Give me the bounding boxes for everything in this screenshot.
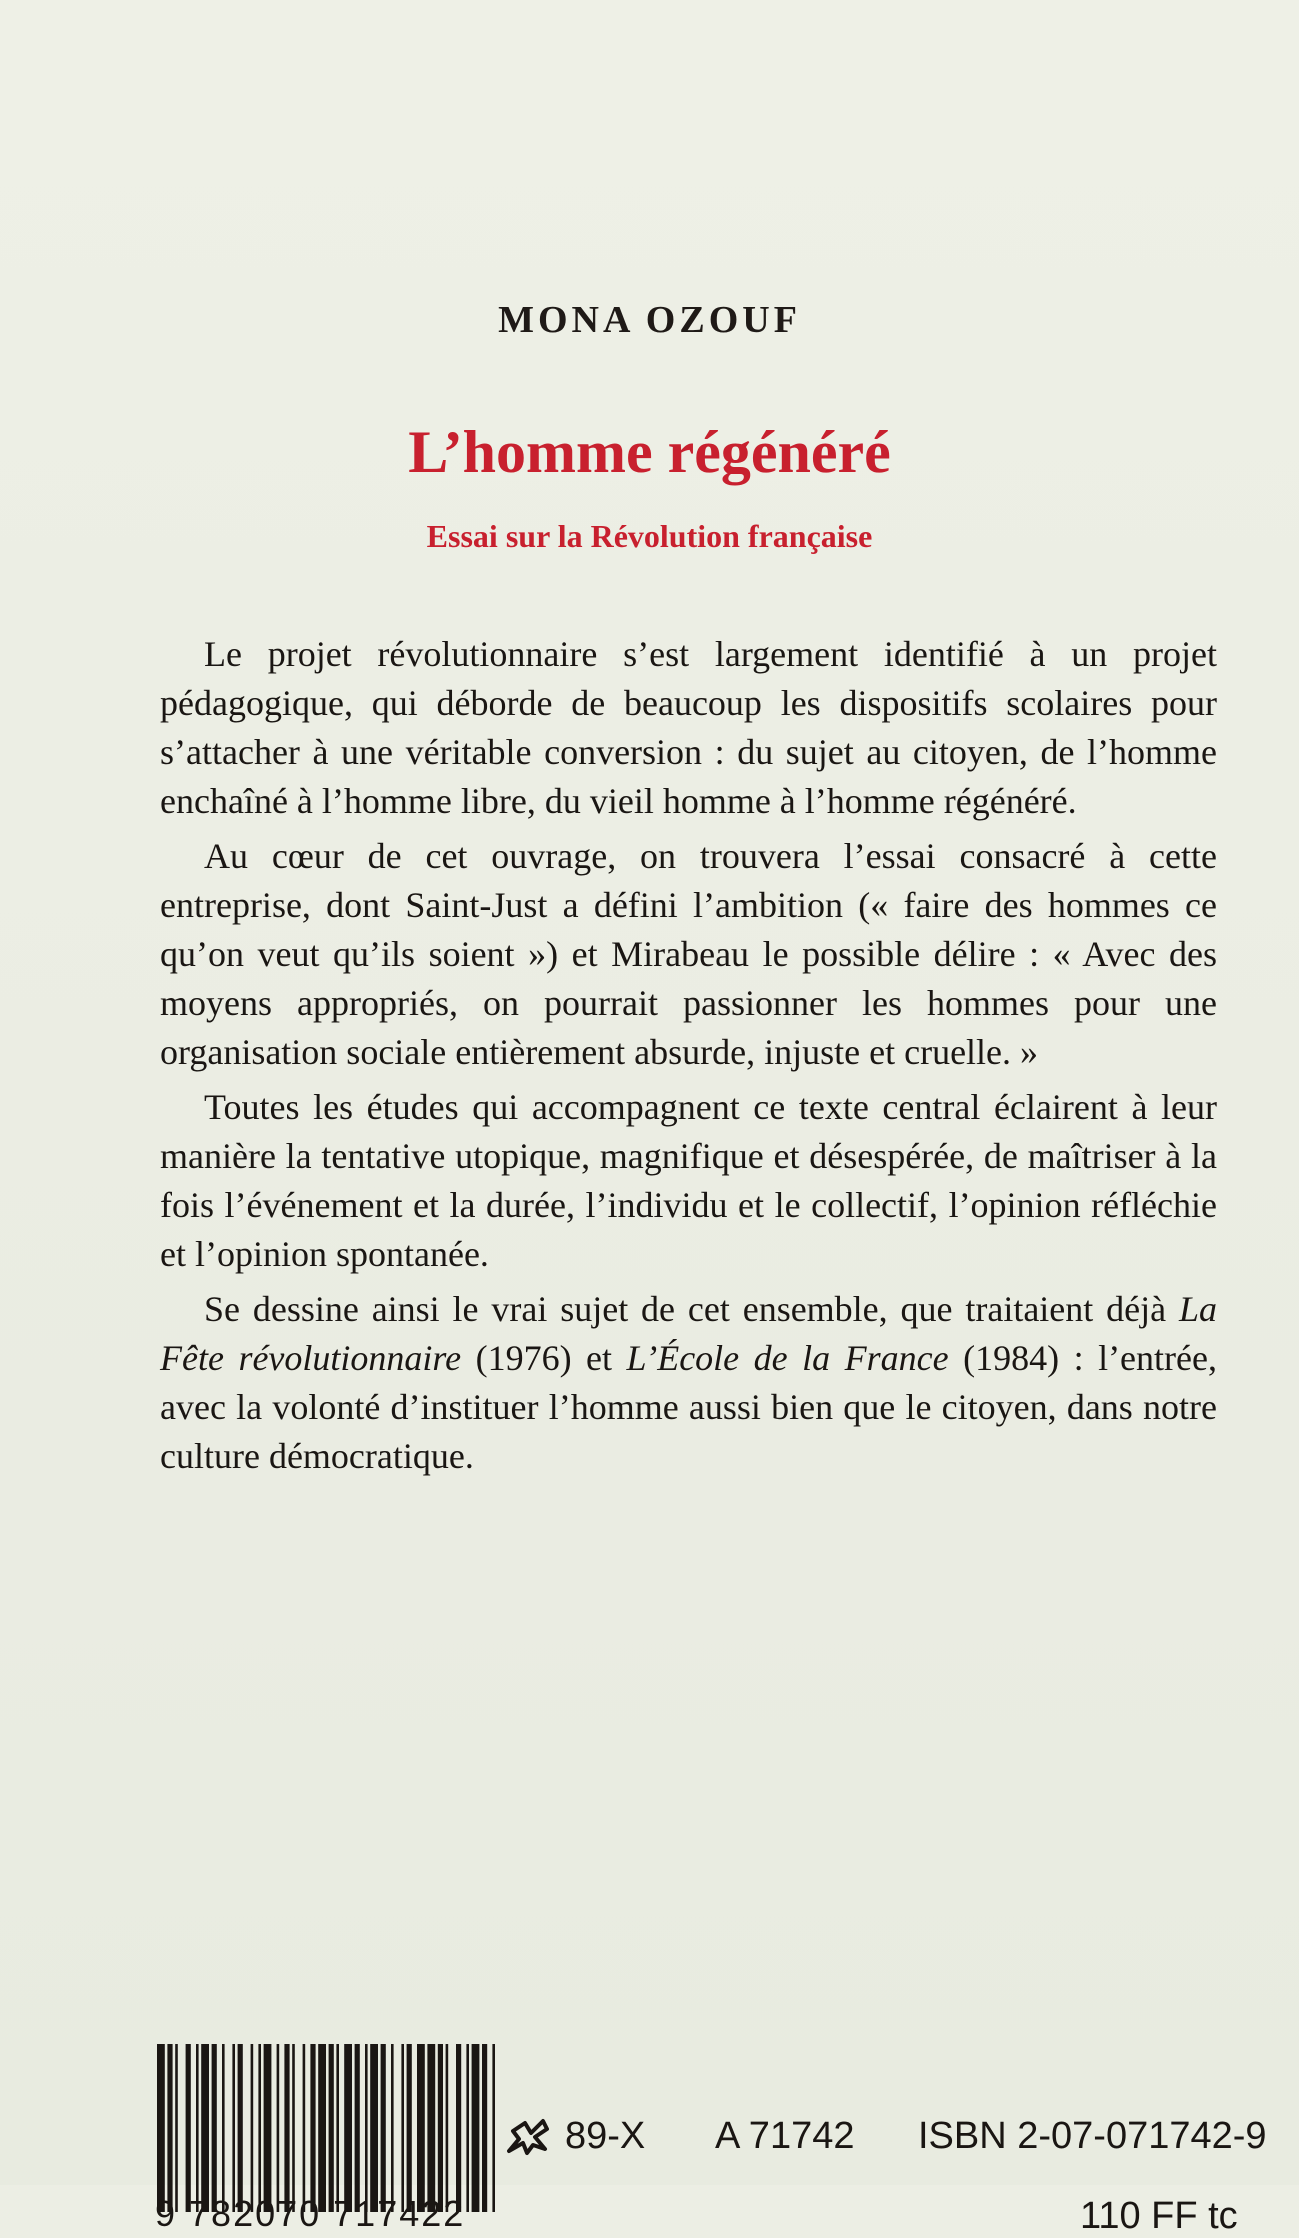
paragraph-4-end: (1984) : l’entrée, avec la volonté d’instituer l’homme aussi bien que le citoyen, dans notre culture démocratique. <box>160 1338 1217 1476</box>
barcode-bar <box>472 2044 480 2212</box>
book-subtitle: Essai sur la Révolution française <box>426 518 873 554</box>
barcode-bar <box>492 2044 495 2212</box>
barcode-bar <box>303 2044 306 2212</box>
barcode-bar <box>284 2044 289 2212</box>
barcode-bar <box>292 2044 295 2212</box>
barcode-bar <box>167 2044 172 2212</box>
barcode-bar <box>401 2044 404 2212</box>
paragraph-4-mid: (1976) et <box>461 1338 627 1378</box>
barcode-bar <box>186 2044 191 2212</box>
barcode-bar <box>238 2044 243 2212</box>
blurb-paragraph-4 <box>160 1285 1217 1481</box>
barcode-bar <box>264 2044 272 2212</box>
barcode-bars <box>155 2044 506 2212</box>
barcode-bar <box>427 2044 435 2212</box>
price: 110 FF tc <box>1080 2195 1238 2237</box>
barcode-bar <box>157 2044 165 2212</box>
barcode-bar <box>318 2044 326 2212</box>
barcode-bar <box>258 2044 261 2212</box>
barcode-bar <box>175 2044 178 2212</box>
barcode-bar <box>196 2044 199 2212</box>
blurb-paragraph-2: Au cœur de cet ouvrage, on trouvera l’essai consacré à cette entreprise, dont Saint-Just a défini l’ambition (« faire des hommes ce qu’on veut qu’ils soient ») et Mirabeau le possible délire : « Avec des moyens appropriés, on pourrait passionner les hommes pour une organisation sociale entièrement absurde, injuste et cruelle. » <box>160 836 1217 1072</box>
barcode-bar <box>355 2044 360 2212</box>
barcode-bar <box>201 2044 209 2212</box>
paragraph-4-start: Se dessine ainsi le vrai sujet de cet ensemble, que traitaient déjà <box>204 1289 1179 1329</box>
blurb-paragraph-1: Le projet révolutionnaire s’est largement identifié à un projet pédagogique, qui déborde de beaucoup les dispositifs scolaires pour s’attacher à une véritable conversion : du sujet au citoyen, de l’homme enchaîné à l’homme libre, du vieil homme à l’homme régénéré. <box>160 634 1217 821</box>
barcode-bar <box>232 2044 235 2212</box>
catalog-code: 89-X <box>565 2115 646 2157</box>
barcode-bar <box>277 2044 280 2212</box>
barcode-digits: 9 782070 717422 <box>155 2193 466 2234</box>
book-reference-ecole: L’École de la France <box>626 1338 949 1378</box>
blurb-paragraph-3: Toutes les études qui accompagnent ce texte central éclairent à leur manière la tentative utopique, magnifique et désespérée, de maîtriser à la fois l’événement et la durée, l’individu et le collectif, l’opinion réfléchie et l’opinion spontanée. <box>160 1087 1217 1274</box>
barcode-bar <box>370 2044 378 2212</box>
barcode-bar <box>222 2044 225 2212</box>
barcode-bar <box>310 2044 315 2212</box>
publisher-logo-icon <box>505 2115 555 2163</box>
barcode-bar <box>482 2044 487 2212</box>
barcode-bar <box>438 2044 443 2212</box>
book-title: L’homme régénéré <box>408 419 891 485</box>
barcode-bar <box>336 2044 339 2212</box>
barcode-bar <box>456 2044 461 2212</box>
barcode-bar <box>212 2044 217 2212</box>
isbn-barcode <box>155 2044 506 2212</box>
barcode-bar <box>417 2044 425 2212</box>
barcode-bar <box>446 2044 449 2212</box>
barcode-bar <box>251 2044 254 2212</box>
barcode-bar <box>391 2044 394 2212</box>
barcode-bar <box>365 2044 368 2212</box>
isbn-number: ISBN 2-07-071742-9 <box>918 2115 1267 2157</box>
author-name: MONA OZOUF <box>498 299 801 341</box>
barcode-bar <box>329 2044 334 2212</box>
book-reference-fete: La Fête révolutionnaire <box>160 1289 1217 1378</box>
barcode-bar <box>344 2044 352 2212</box>
series-code: A 71742 <box>715 2115 855 2157</box>
barcode-bar <box>381 2044 386 2212</box>
barcode-bar <box>407 2044 412 2212</box>
barcode-bar <box>466 2044 469 2212</box>
blurb <box>160 630 1217 1487</box>
